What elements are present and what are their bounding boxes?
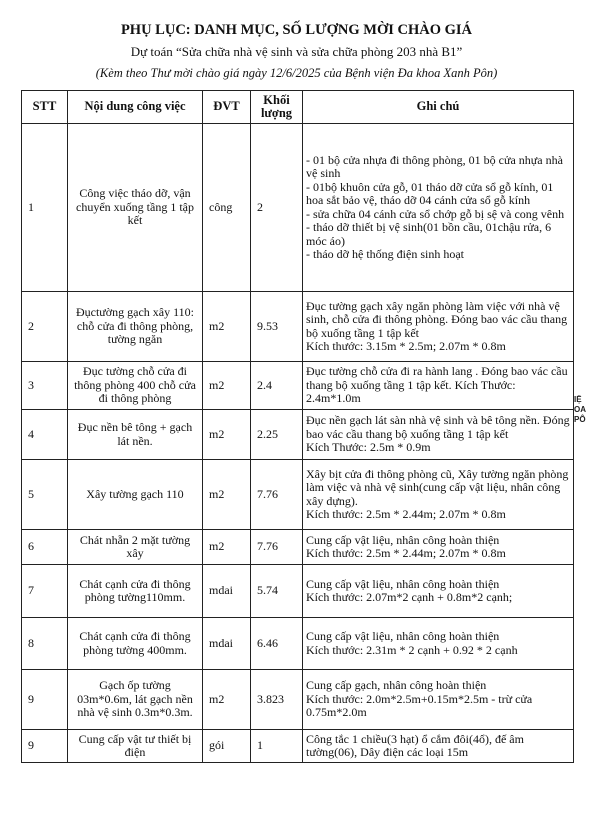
cell-note xyxy=(303,362,574,410)
note-line: Xây bịt cửa đi thông phòng cũ, Xây tường ngăn phòng làm việc và nhà vệ sinh(cung cấp vật liệu, nhân công xây dựng). xyxy=(306,466,569,508)
cell-job: Gạch ốp tường 03m*0.6m, lát gạch nền nhà vệ sinh 0.3m*0.3m. xyxy=(68,670,203,730)
cell-unit: m2 xyxy=(203,362,251,410)
cell-job: Công việc tháo dỡ, vận chuyển xuống tầng 1 tập kết xyxy=(68,124,203,292)
note-line: - tháo dỡ thiết bị vệ sinh(01 bồn cầu, 01chậu rửa, 6 móc áo) xyxy=(306,220,552,248)
attachment-note: (Kèm theo Thư mời chào giá ngày 12/6/2025 của Bệnh viện Đa khoa Xanh Pôn) xyxy=(95,66,498,80)
header-unit: ĐVT xyxy=(203,91,251,124)
cell-job: Chát cạnh cửa đi thông phòng tường 400mm. xyxy=(68,618,203,670)
cell-note xyxy=(303,124,574,292)
table-row xyxy=(22,292,574,362)
cell-qty: 2.4 xyxy=(251,362,303,410)
stamp-fragment xyxy=(574,395,593,490)
cell-job: Xây tường gạch 110 xyxy=(68,460,203,530)
table-row xyxy=(22,670,574,730)
cell-unit: mdai xyxy=(203,565,251,618)
cell-note xyxy=(303,460,574,530)
table-row xyxy=(22,730,574,763)
note-line: Đục nền gạch lát sàn nhà vệ sinh và bê tông nền. Đóng bao vác cầu thang bộ xuống tầng 1 tập kết xyxy=(306,413,570,441)
cell-unit: m2 xyxy=(203,530,251,565)
cell-stt: 9 xyxy=(22,670,68,730)
note-line: Kích thước: 2.5m * 2.44m; 2.07m * 0.8m xyxy=(306,546,506,560)
note-line: Cung cấp vật liệu, nhân công hoàn thiện xyxy=(306,532,500,547)
cell-job: Đụctường gạch xây 110: chỗ cửa đi thông phòng, tường ngăn xyxy=(68,292,203,362)
cell-qty: 7.76 xyxy=(251,530,303,565)
table-row xyxy=(22,565,574,618)
note-line: - tháo dỡ hệ thống điện sinh hoạt xyxy=(306,247,464,261)
estimate-subtitle: Dự toán “Sửa chữa nhà vệ sinh và sửa chữa phòng 203 nhà B1” xyxy=(130,44,463,59)
cell-note xyxy=(303,618,574,670)
stamp-line: OA xyxy=(574,405,586,414)
note-line: - sửa chữa 04 cánh cửa sổ chớp gỗ bị sệ và cong vênh xyxy=(306,206,565,221)
stamp-line: PÔ xyxy=(574,415,586,424)
cell-unit: công xyxy=(203,124,251,292)
cell-stt: 2 xyxy=(22,292,68,362)
cell-qty: 6.46 xyxy=(251,618,303,670)
cell-job: Đục nền bê tông + gạch lát nền. xyxy=(68,410,203,460)
cell-stt: 4 xyxy=(22,410,68,460)
cell-unit: m2 xyxy=(203,670,251,730)
header-job: Nội dung công việc xyxy=(68,91,203,124)
note-line: - 01bộ khuôn cửa gỗ, 01 tháo dỡ cửa sổ gỗ kính, 01 hoa sắt bảo vệ, tháo dỡ 04 cánh cửa sổ gỗ kính xyxy=(306,179,554,207)
cell-unit: gói xyxy=(203,730,251,763)
note-line: Kích thước: 2.0m*2.5m+0.15m*2.5m - trừ cửa 0.75m*2.0m xyxy=(306,691,533,720)
cell-note xyxy=(303,730,574,763)
note-line: Kích thước: 3.15m * 2.5m; 2.07m * 0.8m xyxy=(306,339,506,353)
cell-note xyxy=(303,410,574,460)
table-row xyxy=(22,618,574,670)
note-line: Công tắc 1 chiều(3 hạt) ổ cắm đôi(4ổ), đế âm tường(06), Dây điện các loại 15m xyxy=(306,731,524,759)
cell-qty: 7.76 xyxy=(251,460,303,530)
note-line: Kích Thước: 2.5m * 0.9m xyxy=(306,440,431,455)
note-line: Cung cấp vật liệu, nhân công hoàn thiện xyxy=(306,629,500,643)
cell-job: Đục tường chỗ cửa đi thông phòng 400 chỗ cửa đi thông phòng xyxy=(68,362,203,410)
stamp-line: IỆ xyxy=(574,395,582,404)
table-row xyxy=(22,530,574,565)
table-header-row xyxy=(22,91,574,124)
header-stt: STT xyxy=(22,91,68,124)
cell-note xyxy=(303,670,574,730)
note-line: - 01 bộ cửa nhựa đi thông phòng, 01 bộ cửa nhựa nhà vệ sinh xyxy=(306,152,563,180)
cell-note xyxy=(303,530,574,565)
note-line: Kích thước: 2.07m*2 cạnh + 0.8m*2 cạnh; xyxy=(306,590,513,604)
table-row xyxy=(22,362,574,410)
note-line: Kích thước: 2.5m * 2.44m; 2.07m * 0.8m xyxy=(306,507,506,521)
cell-stt: 7 xyxy=(22,565,68,618)
cell-stt: 6 xyxy=(22,530,68,565)
cell-note xyxy=(303,565,574,618)
note-line: Kích thước: 2.31m * 2 cạnh + 0.92 * 2 cạnh xyxy=(306,642,518,657)
cell-stt: 9 xyxy=(22,730,68,763)
cell-unit: m2 xyxy=(203,292,251,362)
page-title: PHỤ LỤC: DANH MỤC, SỐ LƯỢNG MỜI CHÀO GIÁ xyxy=(120,22,473,38)
cell-job: Chát cạnh cửa đi thông phòng tường110mm. xyxy=(68,565,203,618)
table-row xyxy=(22,460,574,530)
note-line: Cung cấp vật liệu, nhân công hoàn thiện xyxy=(306,576,500,591)
note-line: Đục tường chỗ cửa đi ra hành lang . Đóng bao vác cầu thang bộ xuống tầng 1 tập kết. Kích Thước: 2.4m*1.0m xyxy=(306,364,568,406)
cell-stt: 3 xyxy=(22,362,68,410)
table-row xyxy=(22,410,574,460)
cell-unit: m2 xyxy=(203,410,251,460)
cell-qty: 2 xyxy=(251,124,303,292)
note-line: Cung cấp gạch, nhân công hoàn thiện xyxy=(306,678,487,693)
cell-qty: 3.823 xyxy=(251,670,303,730)
cell-job: Cung cấp vật tư thiết bị điện xyxy=(68,730,203,763)
cell-unit: m2 xyxy=(203,460,251,530)
cell-qty: 5.74 xyxy=(251,565,303,618)
cell-job: Chát nhẵn 2 mặt tường xây xyxy=(68,530,203,565)
cell-stt: 8 xyxy=(22,618,68,670)
header-qty: Khối lượng xyxy=(251,91,303,124)
table-row xyxy=(22,124,574,292)
work-items-table xyxy=(21,90,574,763)
cell-stt: 5 xyxy=(22,460,68,530)
header-note: Ghi chú xyxy=(303,91,574,124)
cell-qty: 2.25 xyxy=(251,410,303,460)
cell-qty: 9.53 xyxy=(251,292,303,362)
note-line: Đục tường gạch xây ngăn phòng làm việc với nhà vệ sinh, chỗ cửa đi thông phòng. Đóng bao vác cầu thang bộ xuống tầng 1 tập kết xyxy=(306,298,568,340)
cell-note xyxy=(303,292,574,362)
cell-qty: 1 xyxy=(251,730,303,763)
cell-stt: 1 xyxy=(22,124,68,292)
cell-unit: mdai xyxy=(203,618,251,670)
